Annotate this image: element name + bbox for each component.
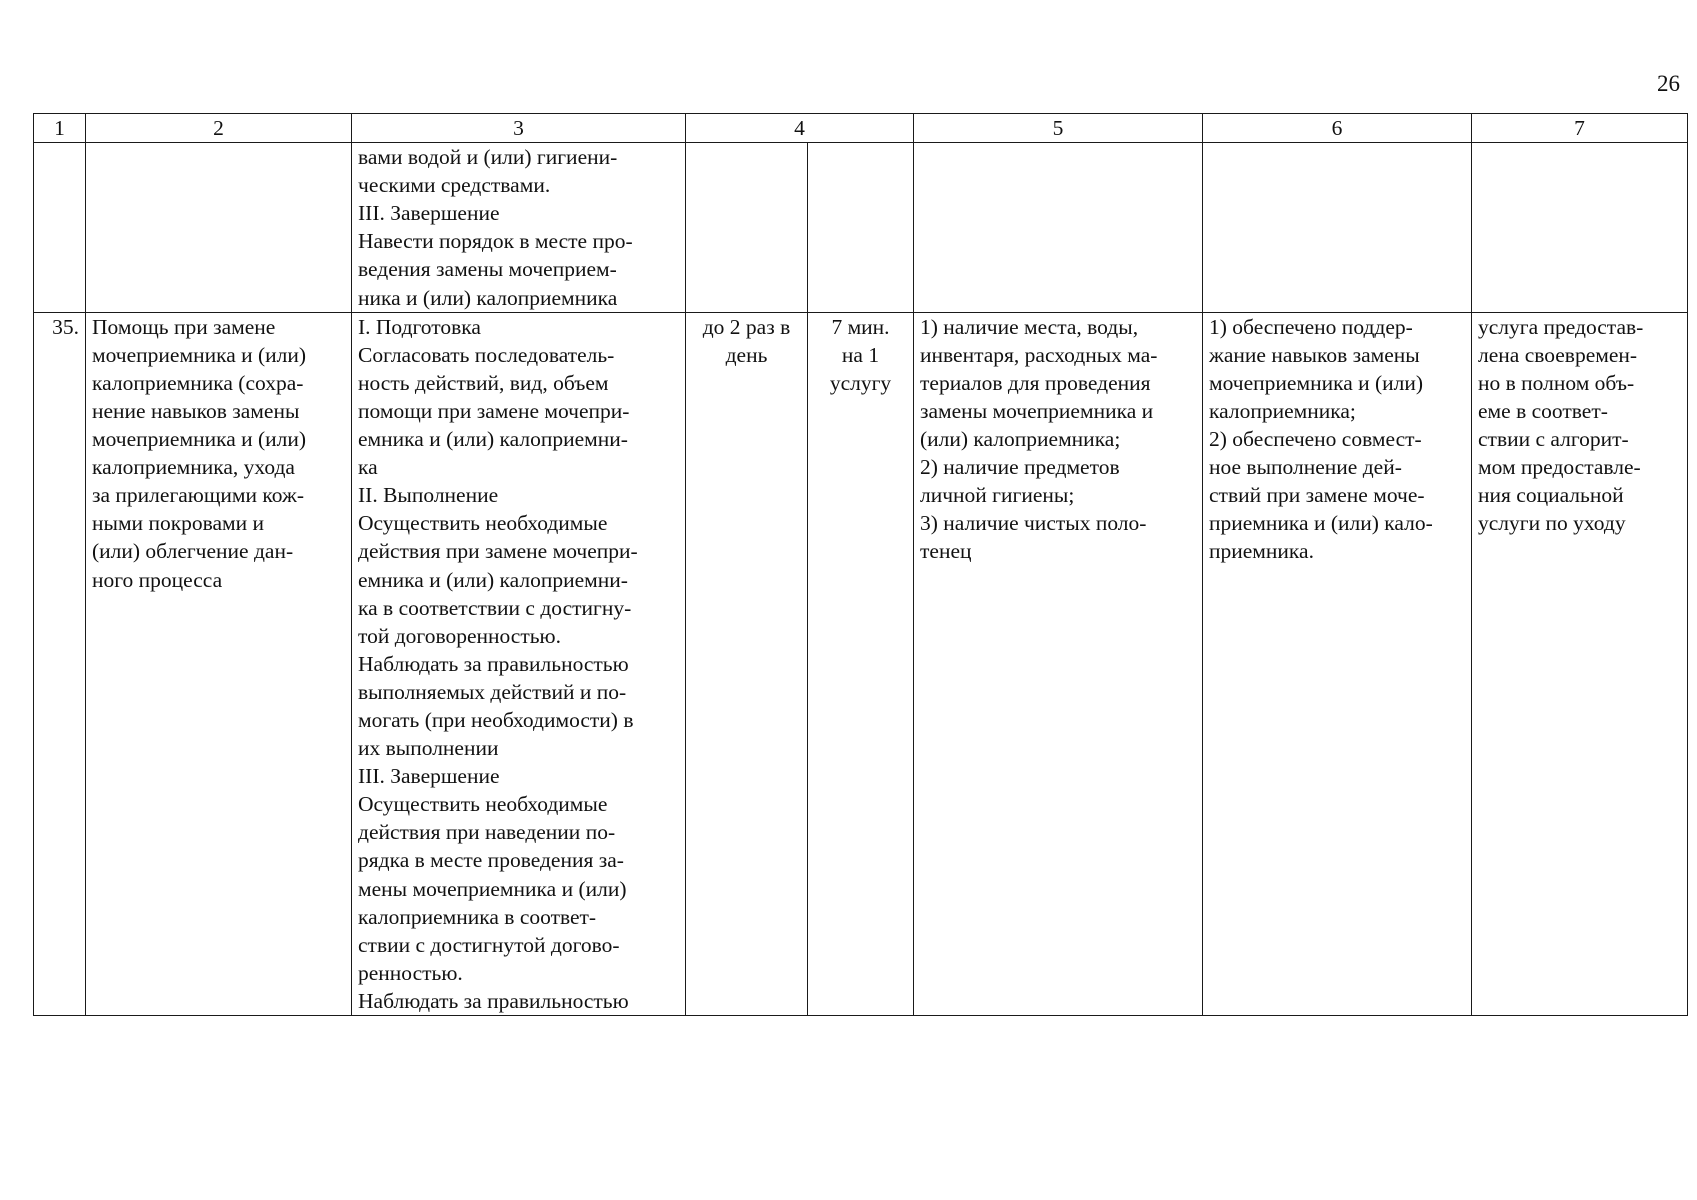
continuation-quality-cell (1472, 143, 1688, 313)
service-frequency: до 2 раз в день (686, 312, 808, 1015)
page-number: 26 (1657, 71, 1680, 96)
continuation-description-cell: вами водой и (или) гигиени- ческими средствами. III. Завершение Навести порядок в месте про- ведения замены мочеприем- ника и (или) калоприемника (352, 143, 686, 313)
service-description: I. Подготовка Согласовать последователь- ность действий, вид, объем помощи при замене мочепри- емника и (или) калоприемни- ка II. Выполнение Осуществить необходимые действия при замене мочепри- емника и (или) калоприемни- ка в соответствии с достигну- той договоренностью. Наблюдать за правильностью выполняемых действий и по- могать (при необходимости) в их выполнении III. Завершение Осуществить необходимые действия при наведении по- рядка в месте проведения за- мены мочеприемника и (или) калоприемника в соответ- ствии с достигнутой догово- ренностью. Наблюдать за правильностью (352, 312, 686, 1015)
header-col-4: 4 (686, 114, 914, 143)
item-number: 35. (34, 312, 86, 1015)
continuation-frequency-cell (686, 143, 808, 313)
continuation-conditions-cell (914, 143, 1203, 313)
header-col-5: 5 (914, 114, 1203, 143)
header-col-2: 2 (86, 114, 352, 143)
header-col-7: 7 (1472, 114, 1688, 143)
continuation-name-cell (86, 143, 352, 313)
header-col-1: 1 (34, 114, 86, 143)
continuation-result-cell (1203, 143, 1472, 313)
continuation-duration-cell (808, 143, 914, 313)
header-col-3: 3 (352, 114, 686, 143)
service-quality: услуга предостав- лена своевремен- но в полном объ- еме в соответ- ствии с алгорит- мом предоставле- ния социальной услуги по уходу (1472, 312, 1688, 1015)
service-result: 1) обеспечено поддер- жание навыков замены мочеприемника и (или) калоприемника; 2) обеспечено совмест- ное выполнение дей- ствий при замене моче- приемника и (или) кало- приемника. (1203, 312, 1472, 1015)
table-row (34, 312, 1688, 1015)
service-conditions: 1) наличие места, воды, инвентаря, расходных ма- териалов для проведения замены мочеприемника и (или) калоприемника; 2) наличие предметов личной гигиены; 3) наличие чистых поло- тенец (914, 312, 1203, 1015)
header-col-6: 6 (1203, 114, 1472, 143)
services-table (33, 113, 1688, 1016)
service-duration: 7 мин. на 1 услугу (808, 312, 914, 1015)
continuation-row (34, 143, 1688, 313)
continuation-number-cell (34, 143, 86, 313)
service-name: Помощь при замене мочеприемника и (или) калоприемника (сохра- нение навыков замены мочеприемника и (или) калоприемника, ухода за прилегающими кож- ными покровами и (или) облегчение дан- ного процесса (86, 312, 352, 1015)
header-row (34, 114, 1688, 143)
